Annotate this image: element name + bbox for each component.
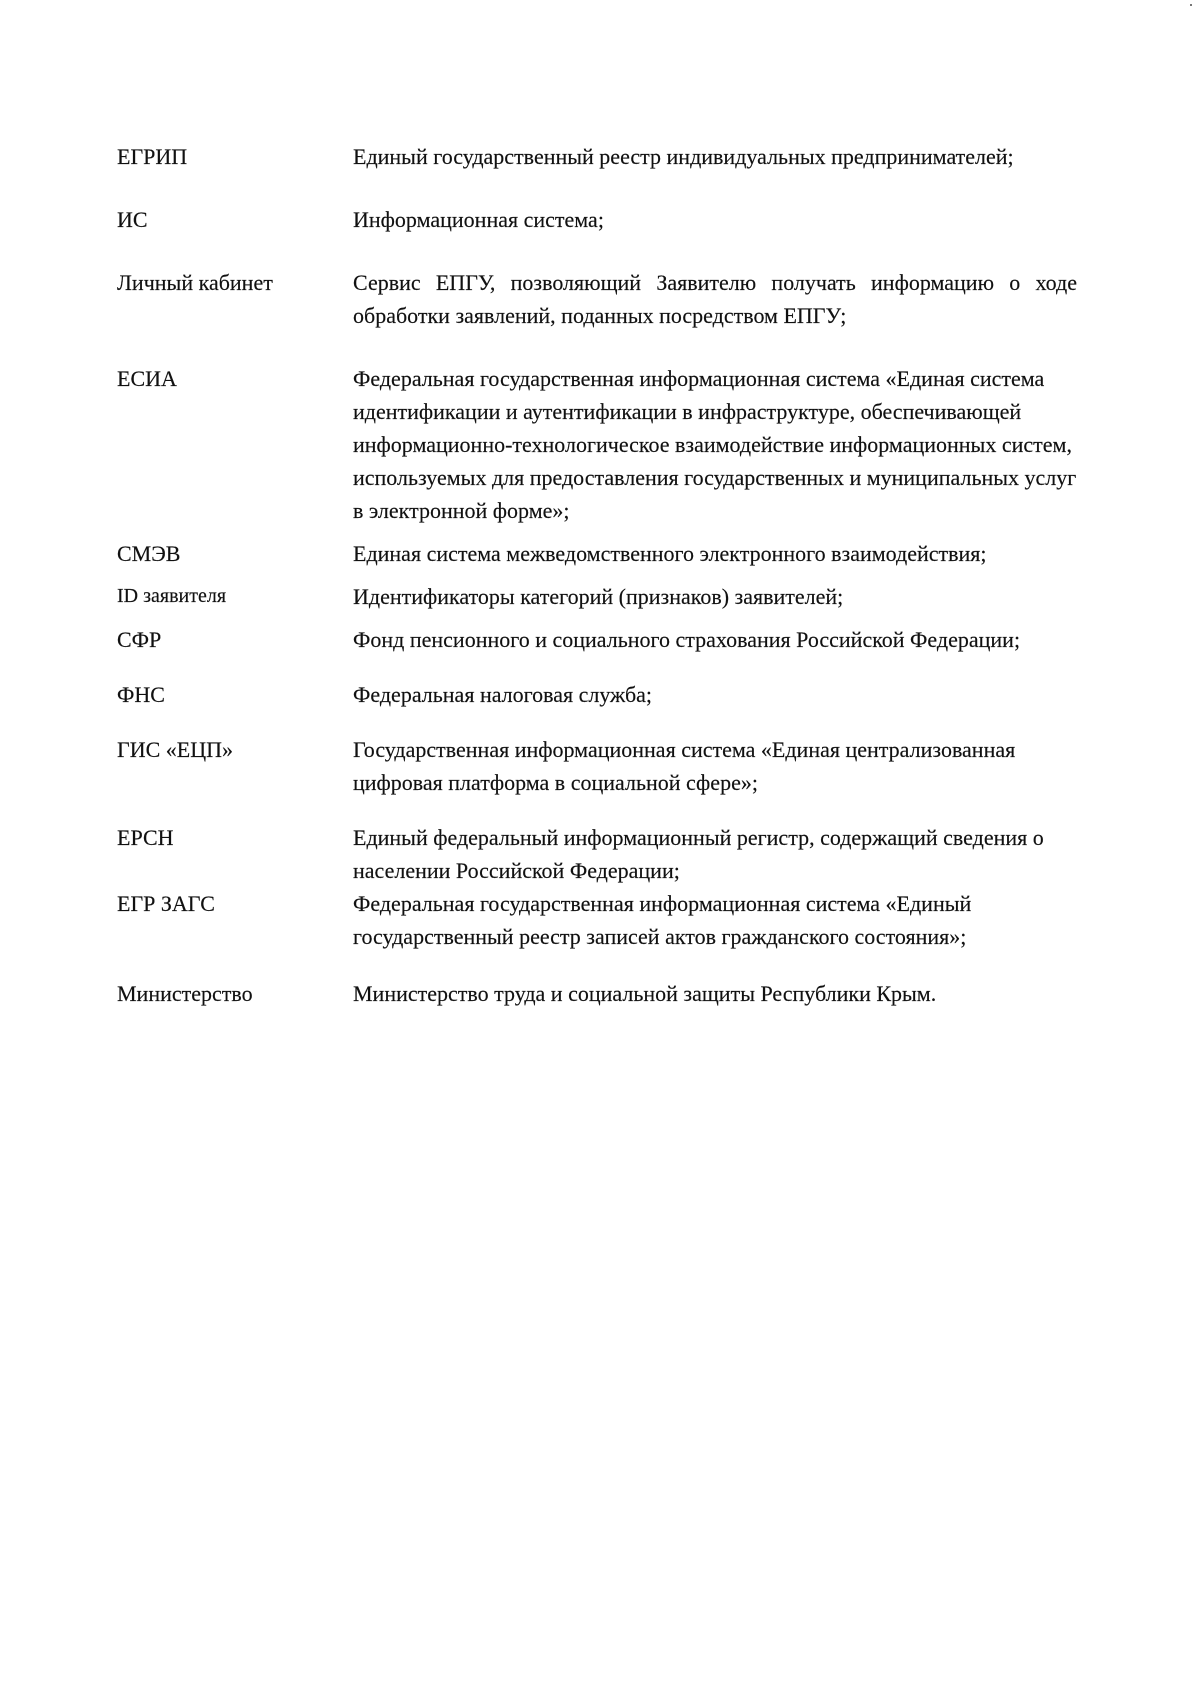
abbreviation-definition: Фонд пенсионного и социального страхования Российской Федерации;	[353, 627, 1021, 652]
scan-artifact	[1190, 4, 1192, 6]
abbreviation-term: СМЭВ	[117, 541, 181, 566]
abbreviation-entry	[117, 362, 1077, 527]
abbreviation-entry	[117, 266, 1077, 332]
abbreviation-term: Министерство	[117, 981, 253, 1006]
abbreviations-list	[117, 140, 1077, 1010]
abbreviation-term: ЕРСН	[117, 825, 174, 850]
abbreviation-entry	[117, 678, 1077, 711]
abbreviation-definition: Государственная информационная система «Единая централизованная цифровая платформа в социальной сфере»;	[353, 737, 1016, 795]
abbreviation-term: ЕГР ЗАГС	[117, 891, 215, 916]
abbreviation-definition: Федеральная налоговая служба;	[353, 682, 653, 707]
abbreviation-term: ИС	[117, 207, 148, 232]
abbreviation-entry	[117, 977, 1077, 1010]
abbreviation-entry	[117, 821, 1077, 887]
abbreviation-term: ЕГРИП	[117, 144, 188, 169]
abbreviation-definition: Федеральная государственная информационная система «Единая система идентификации и аутентификации в инфраструктуре, обеспечивающей информационно-технологическое взаимодействие информационных систем, используемых для предоставления государственных и муниципальных услуг в электронной форме»;	[353, 366, 1077, 523]
abbreviation-entry	[117, 733, 1077, 799]
abbreviation-definition: Единый федеральный информационный регистр, содержащий сведения о населении Российской Федерации;	[353, 825, 1044, 883]
abbreviation-term: Личный кабинет	[117, 270, 273, 295]
abbreviation-term: ГИС «ЕЦП»	[117, 737, 233, 762]
abbreviation-definition: Сервис ЕПГУ, позволяющий Заявителю получать информацию о ходе обработки заявлений, поданных посредством ЕПГУ;	[353, 270, 1077, 328]
abbreviation-entry	[117, 537, 1077, 570]
abbreviation-definition: Федеральная государственная информационная система «Единый государственный реестр записей актов гражданского состояния»;	[353, 891, 972, 949]
abbreviation-entry	[117, 887, 1077, 953]
abbreviation-entry	[117, 623, 1077, 656]
abbreviation-definition: Идентификаторы категорий (признаков) заявителей;	[353, 584, 844, 609]
abbreviation-term: ФНС	[117, 682, 165, 707]
abbreviation-term: СФР	[117, 627, 162, 652]
abbreviation-definition: Министерство труда и социальной защиты Республики Крым.	[353, 981, 937, 1006]
abbreviation-definition: Единый государственный реестр индивидуальных предпринимателей;	[353, 144, 1014, 169]
abbreviation-entry	[117, 580, 1077, 613]
abbreviation-term: ЕСИА	[117, 366, 177, 391]
abbreviation-definition: Единая система межведомственного электронного взаимодействия;	[353, 541, 987, 566]
abbreviation-definition: Информационная система;	[353, 207, 604, 232]
abbreviation-entry	[117, 203, 1077, 236]
abbreviation-entry	[117, 140, 1077, 173]
abbreviation-term: ID заявителя	[117, 585, 227, 607]
